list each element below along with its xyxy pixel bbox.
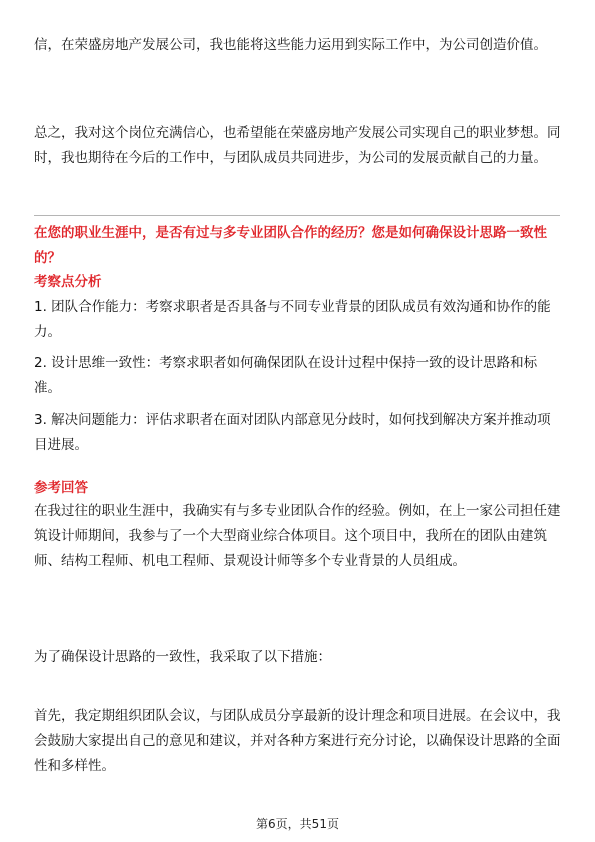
answer-paragraph-2: 为了确保设计思路的一致性，我采取了以下措施： [34, 649, 331, 665]
intro-paragraph-2: 总之，我对这个岗位充满信心，也希望能在荣盛房地产发展公司实现自己的职业梦想。同时，我也期待在今后的工作中，与团队成员共同进步，为公司的发展贡献自己的力量。 [34, 125, 561, 166]
analysis-point-1: 1. 团队合作能力：考察求职者是否具备与不同专业背景的团队成员有效沟通和协作的能力。 [34, 299, 551, 340]
analysis-point-2: 2. 设计思维一致性：考察求职者如何确保团队在设计过程中保持一致的设计思路和标准。 [34, 355, 538, 396]
intro-paragraph-1: 信，在荣盛房地产发展公司，我也能将这些能力运用到实际工作中，为公司创造价值。 [34, 37, 547, 53]
analysis-point-3: 3. 解决问题能力：评估求职者在面对团队内部意见分歧时，如何找到解决方案并推动项目进展。 [34, 412, 551, 453]
page-number: 第6页，共51页 [256, 817, 339, 831]
answer-heading: 参考回答 [34, 480, 88, 496]
question-title: 在您的职业生涯中，是否有过与多专业团队合作的经历？您是如何确保设计思路一致性的？ [34, 225, 547, 266]
section-divider [34, 215, 560, 216]
answer-paragraph-1: 在我过往的职业生涯中，我确实有与多专业团队合作的经验。例如，在上一家公司担任建筑设计师期间，我参与了一个大型商业综合体项目。这个项目中，我所在的团队由建筑师、结构工程师、机电工程师、景观设计师等多个专业背景的人员组成。 [34, 503, 561, 569]
answer-paragraph-3: 首先，我定期组织团队会议，与团队成员分享最新的设计理念和项目进展。在会议中，我会鼓励大家提出自己的意见和建议，并对各种方案进行充分讨论，以确保设计思路的全面性和多样性。 [34, 708, 561, 774]
analysis-heading: 考察点分析 [34, 274, 102, 290]
